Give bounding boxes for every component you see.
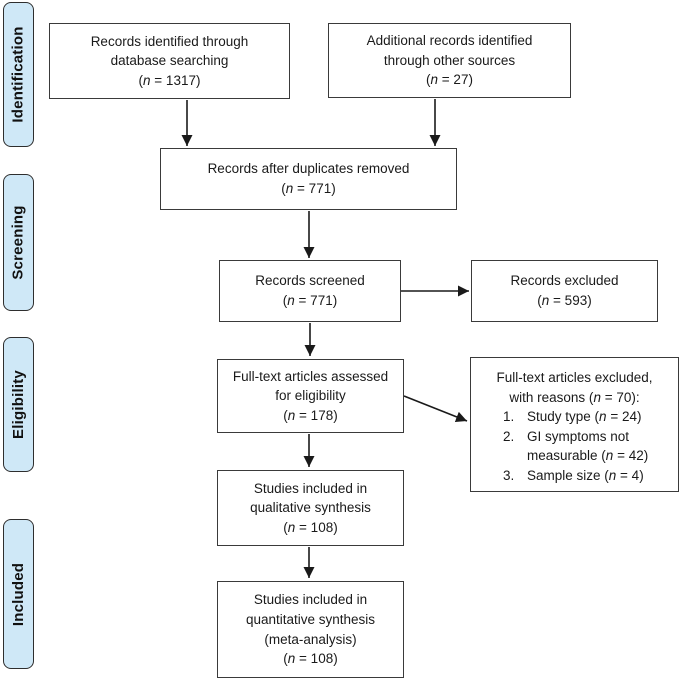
reason-text: Study type (n = 24) [527, 409, 642, 425]
box-line: with reasons (n = 70): [509, 389, 640, 405]
box-line: (n = 1317) [138, 72, 201, 88]
stage-label-text: Identification [10, 26, 28, 123]
box-line: for eligibility [275, 388, 346, 404]
box-line: (n = 771) [281, 181, 336, 196]
box-records-identified-other-sources [328, 23, 571, 98]
stage-label-included [3, 519, 34, 669]
box-line: database searching [110, 53, 229, 69]
box-records-identified-database [49, 23, 290, 99]
box-line: Records after duplicates removed [207, 161, 410, 177]
box-line: Records excluded [510, 273, 619, 289]
box-line: Records screened [255, 273, 365, 289]
box-line: Studies included in [253, 480, 368, 496]
stage-label-identification [3, 2, 34, 147]
reason-number: 2. [503, 428, 515, 444]
box-records-excluded [471, 260, 658, 322]
box-line: (meta-analysis) [264, 631, 357, 647]
box-line: (n = 108) [283, 651, 338, 667]
box-line: Records identified through [90, 33, 249, 49]
box-line: (n = 178) [283, 407, 338, 423]
box-line: (n = 27) [426, 72, 473, 88]
reason-number: 1. [503, 409, 515, 425]
box-records-screened [219, 260, 401, 322]
reason-text: Sample size (n = 4) [527, 467, 644, 483]
box-line: through other sources [383, 52, 516, 68]
box-line: Additional records identified [366, 33, 533, 49]
arrow-fulltext-to-fulltext-excluded [404, 396, 467, 421]
stage-label-screening [3, 174, 34, 311]
stage-label-text: Screening [10, 205, 28, 280]
box-line: (n = 593) [537, 293, 592, 308]
stage-label-text: Included [10, 562, 27, 626]
box-fulltext-excluded-reasons [470, 357, 679, 492]
box-line: Full-text articles excluded, [496, 370, 653, 385]
box-records-after-duplicates [160, 148, 457, 210]
box-line: Full-text articles assessed [232, 368, 389, 384]
box-fulltext-assessed [217, 359, 404, 433]
box-line: Studies included in [253, 592, 368, 608]
exclusion-reason [479, 407, 670, 427]
box-line: (n = 108) [283, 519, 338, 535]
reason-number: 3. [503, 467, 515, 483]
exclusion-reason [479, 466, 670, 486]
reason-text: GI symptoms not measurable (n = 42) [527, 428, 649, 464]
box-line: quantitative synthesis [245, 611, 376, 627]
box-qualitative-synthesis [217, 470, 404, 546]
exclusion-reason [479, 427, 670, 466]
box-quantitative-synthesis [217, 581, 404, 678]
stage-label-eligibility [3, 337, 34, 472]
stage-label-text: Eligibility [10, 370, 27, 439]
box-line: (n = 771) [282, 293, 338, 308]
box-line: qualitative synthesis [250, 500, 371, 516]
